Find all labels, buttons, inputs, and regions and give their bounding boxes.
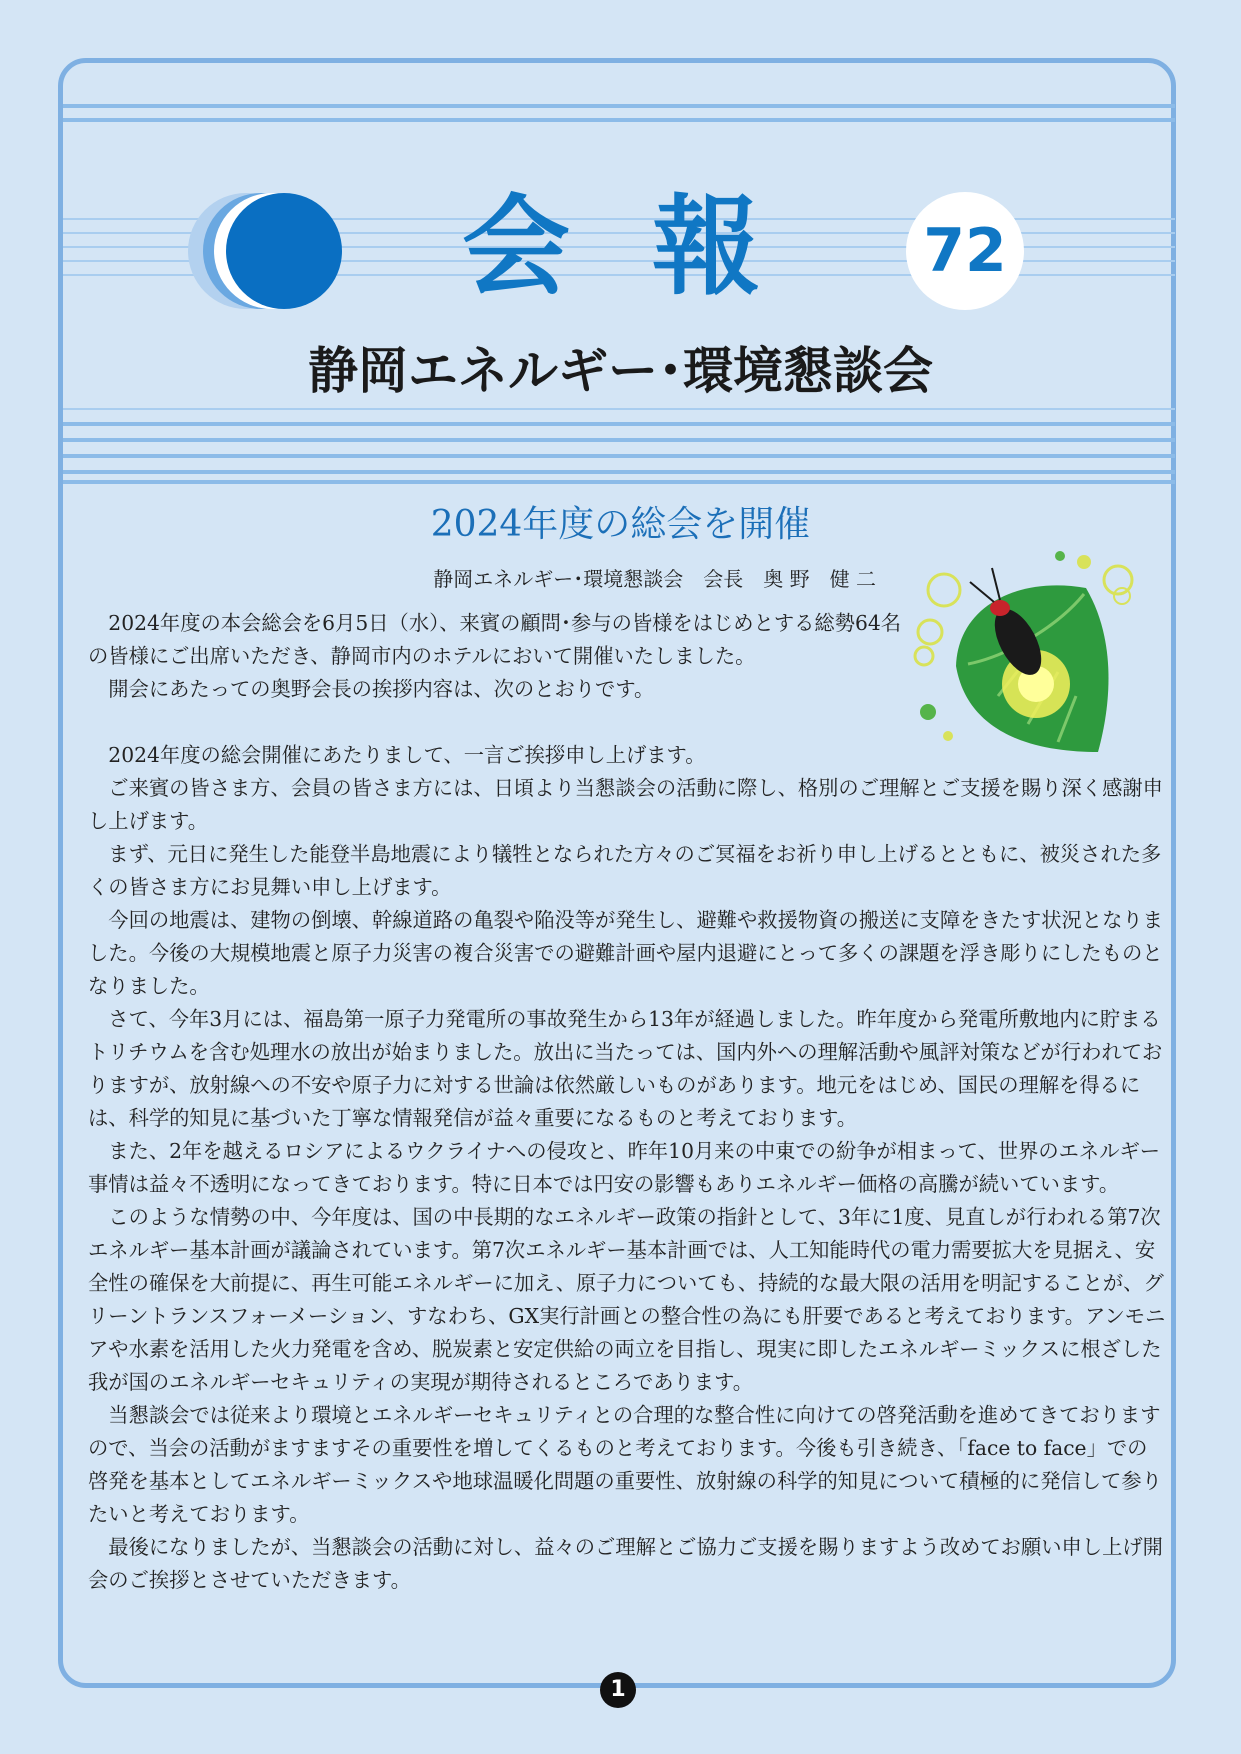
article-title: 2024年度の総会を開催 (430, 504, 811, 545)
dot (1055, 551, 1065, 561)
article-paragraph: 当懇談会では従来より環境とエネルギーセキュリティとの合理的な整合性に向けての啓発活動を進めてきておりますので、当会の活動がますますその重要性を増してくるものと考えております。今後も引き続き、「face to face」での啓発を基本としてエネルギーミックスや地球温暖化問題の重要性、放射線の科学的知見について積極的に発信して参りたいと考えております。 (88, 1403, 1162, 1526)
article-paragraph: 2024年度の総会開催にあたりまして、一言ご挨拶申し上げます。 (108, 743, 706, 767)
article-body (88, 607, 1166, 1597)
firefly-antenna (970, 568, 1000, 602)
page-number: 1 (600, 1672, 636, 1708)
issue-number-badge: 72 (906, 192, 1024, 310)
organization-name: 静岡エネルギー･環境懇談会 (308, 342, 933, 400)
article-paragraph: 最後になりましたが、当懇談会の活動に対し、益々のご理解とご協力ご支援を賜りますよう改めてお願い申し上げ開会のご挨拶とさせていただきます。 (88, 1535, 1163, 1592)
dot (1077, 555, 1091, 569)
article-paragraph: まず、元日に発生した能登半島地震により犠牲となられた方々のご冥福をお祈り申し上げるとともに、被災された多くの皆さま方にお見舞い申し上げます。 (88, 842, 1162, 899)
article-paragraph: 今回の地震は、建物の倒壊、幹線道路の亀裂や陥没等が発生し、避難や救援物資の搬送に支障をきたす状況となりました。今後の大規模地震と原子力災害の複合災害での避難計画や屋内退避にとって多くの課題を浮き彫りにしたものとなりました。 (88, 908, 1163, 998)
header-rule (63, 454, 1175, 458)
header-rule (63, 104, 1175, 108)
newsletter-title: 会報 (462, 185, 843, 310)
bubble (1114, 588, 1130, 604)
bubble (928, 574, 960, 606)
header-rule (63, 470, 1175, 474)
header-rule (63, 422, 1175, 426)
circles-logo (186, 190, 362, 312)
article-paragraph: 開会にあたっての奥野会長の挨拶内容は、次のとおりです。 (108, 677, 655, 701)
header-rule (63, 118, 1175, 122)
article-paragraph: また、2年を越えるロシアによるウクライナへの侵攻と、昨年10月来の中東での紛争が相まって、世界のエネルギー事情は益々不透明になってきております。特に日本では円安の影響もありエネルギー価格の高騰が続いています。 (88, 1139, 1161, 1196)
header-rule (63, 438, 1175, 442)
header-rule (63, 408, 1175, 410)
logo-circle-front (226, 193, 342, 309)
article-paragraph: このような情勢の中、今年度は、国の中長期的なエネルギー政策の指針として、3年に1度、見直しが行われる第7次エネルギー基本計画が議論されています。第7次エネルギー基本計画では、人工知能時代の電力需要拡大を見据え、安全性の確保を大前提に、再生可能エネルギーに加え、原子力についても、持続的な最大限の活用を明記することが、グリーントランスフォーメーション、すなわち、GX実行計画との整合性の為にも肝要であると考えております。アンモニアや水素を活用した火力発電を含め、脱炭素と安定供給の両立を目指し、現実に即したエネルギーミックスに根ざした我が国のエネルギーセキュリティの実現が期待されるところであります。 (88, 1205, 1166, 1394)
article-paragraph: ご来賓の皆さま方、会員の皆さま方には、日頃より当懇談会の活動に際し、格別のご理解とご支援を賜り深く感謝申し上げます。 (88, 776, 1163, 833)
article-byline: 静岡エネルギー･環境懇談会 会長 奥 野 健 二 (433, 567, 876, 591)
header-rule (63, 480, 1175, 484)
article-paragraph: さて、今年3月には、福島第一原子力発電所の事故発生から13年が経過しました。昨年度から発電所敷地内に貯まるトリチウムを含む処理水の放出が始まりました。放出に当たっては、国内外への理解活動や風評対策などが行われておりますが、放射線への不安や原子力に対する世論は依然厳しいものがあります。地元をはじめ、国民の理解を得るには、科学的知見に基づいた丁寧な情報発信が益々重要になるものと考えております。 (88, 1007, 1163, 1130)
article-paragraph: 2024年度の本会総会を6月5日（水）、来賓の顧問･参与の皆様をはじめとする総勢64名の皆様にご出席いただき、静岡市内のホテルにおいて開催いたしました。 (88, 611, 902, 668)
